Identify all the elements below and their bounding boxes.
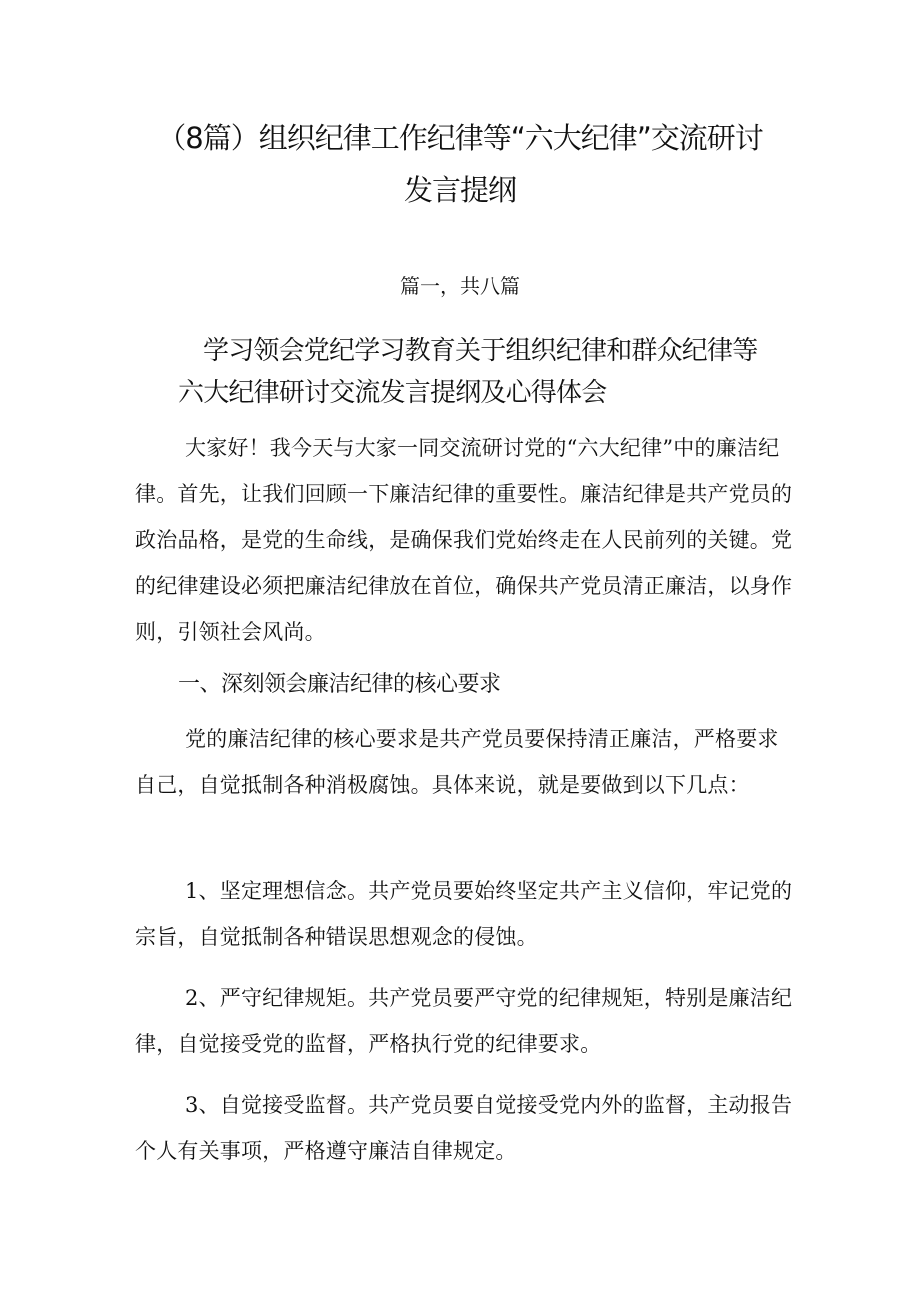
point-2: 2、严守纪律规矩。共产党员要严守党的纪律规矩，特别是廉洁纪律，自觉接受党的监督，严格执行党的纪律要求。: [135, 986, 793, 1056]
point-3: 3、自觉接受监督。共产党员要自觉接受党内外的监督，主动报告个人有关事项，严格遵守廉洁自律规定。: [135, 1093, 793, 1163]
article-title-line-1: 学习领会党纪学习教育关于组织纪律和群众纪律等: [203, 336, 758, 366]
article-title: [178, 330, 798, 414]
section-heading: 一、深刻领会廉洁纪律的核心要求: [178, 672, 501, 697]
document-title-line-1: （8篇）组织纪律工作纪律等“六大纪律”交流研讨: [157, 121, 763, 155]
intro-paragraph: 大家好！我今天与大家一同交流研讨党的“六大纪律”中的廉洁纪律。首先，让我们回顾一下廉洁纪律的重要性。廉洁纪律是共产党员的政治品格，是党的生命线，是确保我们党始终走在人民前列的关键。党的纪律建设必须把廉洁纪律放在首位，确保共产党员清正廉洁，以身作则，引领社会风尚。: [135, 436, 793, 644]
article-title-line-2: 六大纪律研讨交流发言提纲及心得体会: [178, 378, 607, 408]
document-title: [130, 112, 790, 216]
document-title-line-2: 发言提纲: [403, 173, 516, 207]
section-label: 篇一，共八篇: [400, 274, 520, 298]
section-paragraph: 党的廉洁纪律的核心要求是共产党员要保持清正廉洁，严格要求自己，自觉抵制各种消极腐蚀。具体来说，就是要做到以下几点：: [135, 727, 779, 797]
point-1: 1、坚定理想信念。共产党员要始终坚定共产主义信仰，牢记党的宗旨，自觉抵制各种错误思想观念的侵蚀。: [135, 879, 793, 949]
